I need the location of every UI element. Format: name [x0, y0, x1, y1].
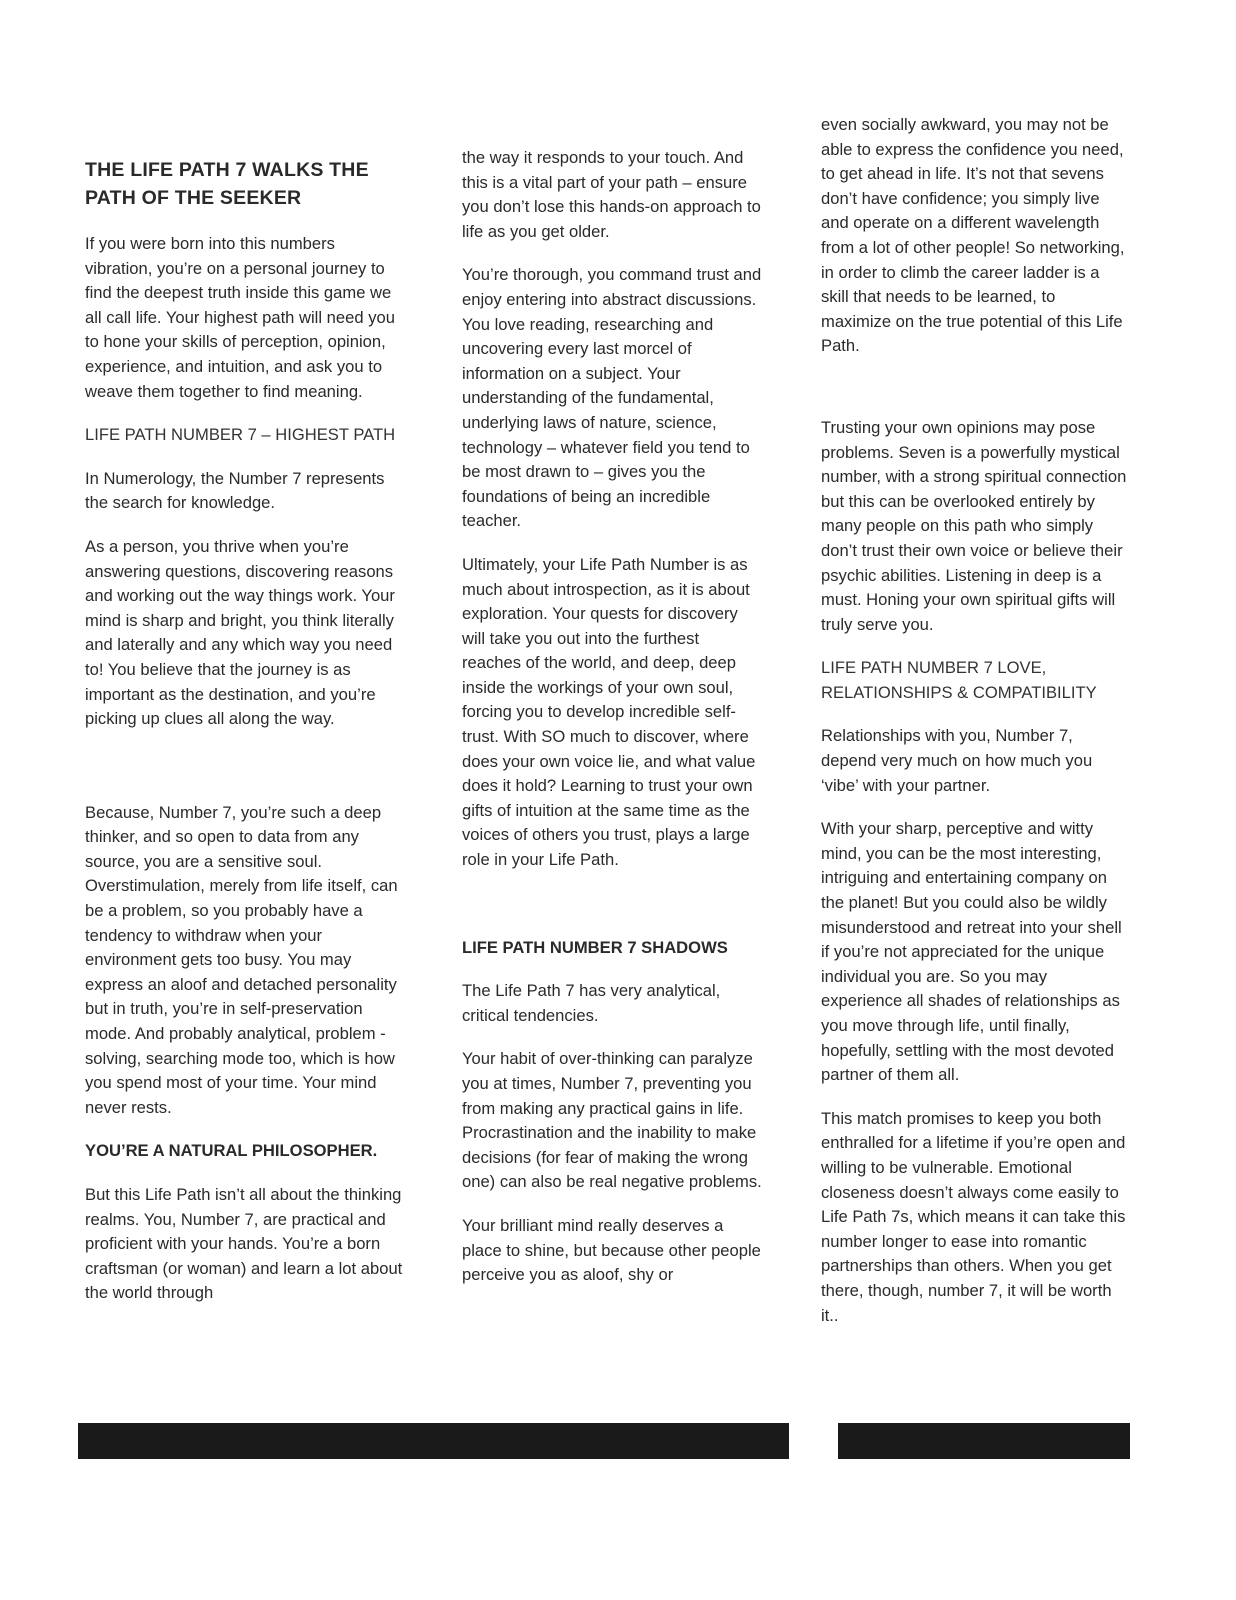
spacer [462, 892, 762, 936]
paragraph: even socially awkward, you may not be able to express the confidence you need, to get ahead in life. It’s not that sevens don’t have confidence; you simply live and operate on a different wavelength from a lot of other people! So networking, in order to climb the career ladder is a skill that needs to be learned, to maximize on the true potential of this Life Path. [821, 115, 1125, 356]
paragraph: This match promises to keep you both enthralled for a lifetime if you’re open and willing to be vulnerable. Emotional closeness doesn’t always come easily to Life Path 7s, which means it can take this number longer to ease into romantic partnerships than others. When you get there, though, number 7, it will be worth it.. [821, 1108, 1126, 1325]
paragraph: You’re thorough, you command trust and enjoy entering into abstract discussions. You love reading, researching and uncovering every last morcel of information on a subject. Your understanding of the fundamental, underlying laws of nature, science, technology – whatever field you tend to be most drawn to – gives you the foundations of being an incredible teacher. [462, 265, 762, 531]
subheading-highest-path: LIFE PATH NUMBER 7 – HIGHEST PATH [85, 425, 396, 445]
subheading-love-relationships: LIFE PATH NUMBER 7 LOVE, RELATIONSHIPS & COMPATIBILITY [821, 658, 1097, 702]
column-3 [821, 113, 1127, 1347]
footer-bar-left [78, 1423, 789, 1459]
footer-bar-right [838, 1423, 1130, 1459]
paragraph: the way it responds to your touch. And this is a vital part of your path – ensure you don’t lose this hands-on approach to life as you get older. [462, 148, 761, 241]
spacer [85, 751, 405, 801]
paragraph: Relationships with you, Number 7, depend very much on how much you ‘vibe’ with your partner. [821, 726, 1093, 795]
paragraph: Ultimately, your Life Path Number is as much about introspection, as it is about exploration. Your quests for discovery will take you out into the furthest reaches of the world, and deep, deep inside the workings of your own soul, forcing you to develop incredible self-trust. With SO much to discover, where does your own voice lie, and what value does it hold? Learning to trust your own gifts of intuition at the same time as the voices of others you trust, plays a large role in your Life Path. [462, 554, 756, 870]
column-2 [462, 146, 762, 1307]
paragraph: But this Life Path isn’t all about the thinking realms. You, Number 7, are practical and proficient with your hands. You’re a born craftsman (or woman) and learn a lot about the world through [85, 1185, 403, 1303]
paragraph: Your habit of over-thinking can paralyze you at times, Number 7, preventing you from making any practical gains in life. Procrastination and the inability to make decisions (for fear of making the wrong one) can also be real negative problems. [462, 1049, 762, 1192]
paragraph: Your brilliant mind really deserves a place to shine, but because other people perceive you as aloof, shy or [462, 1215, 761, 1285]
main-title: THE LIFE PATH 7 WALKS THE PATH OF THE SEEKER [85, 159, 369, 209]
subheading-natural-philosopher: YOU’RE A NATURAL PHILOSOPHER. [85, 1141, 378, 1161]
paragraph: Trusting your own opinions may pose problems. Seven is a powerfully mystical number, with a strong spiritual connection but this can be overlooked entirely by many people on this path who simply don’t trust their own voice or believe their psychic abilities. Listening in deep is a must. Honing your own spiritual gifts will truly serve you. [821, 417, 1127, 634]
paragraph: Because, Number 7, you’re such a deep thinker, and so open to data from any source, you are a sensitive soul. Overstimulation, merely from life itself, can be a problem, so you probably have a tendency to withdraw when your environment gets too busy. You may express an aloof and detached personality but in truth, you’re in self-preservation mode. And probably analytical, problem -solving, searching mode too, which is how you spend most of your time. Your mind never rests. [85, 802, 398, 1117]
paragraph: With your sharp, perceptive and witty mind, you can be the most interesting, intriguing and entertaining company on the planet! But you could also be wildly misunderstood and retreat into your shell if you’re not appreciated for the unique individual you are. So you may experience all shades of relationships as you move through life, until finally, hopefully, settling with the most devoted partner of them all. [821, 819, 1122, 1085]
spacer [821, 378, 1127, 416]
paragraph: If you were born into this numbers vibration, you’re on a personal journey to find the deepest truth inside this game we all call life. Your highest path will need you to hone your skills of perception, opinion, experience, and intuition, and ask you to weave them together to find meaning. [85, 234, 395, 401]
paragraph: As a person, you thrive when you’re answering questions, discovering reasons and working out the way things work. Your mind is sharp and bright, you think literally and laterally and any which way you need to! You believe that the journey is as important as the destination, and you’re picking up clues all along the way. [85, 536, 395, 729]
paragraph: In Numerology, the Number 7 represents the search for knowledge. [85, 468, 385, 513]
paragraph: The Life Path 7 has very analytical, critical tendencies. [462, 981, 721, 1025]
column-1 [85, 156, 405, 1325]
subheading-shadows: LIFE PATH NUMBER 7 SHADOWS [462, 937, 728, 957]
